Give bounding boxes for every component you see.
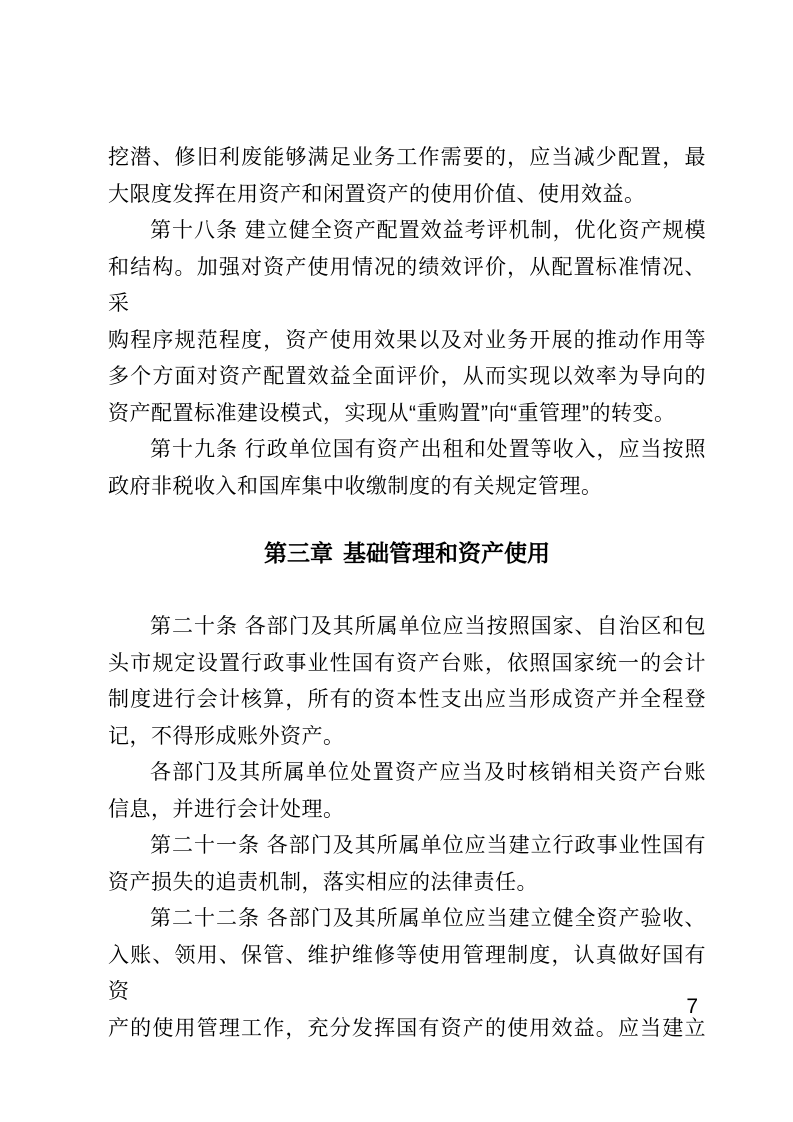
text-line: 第十八条 建立健全资产配置效益考评机制，优化资产规模 (150, 219, 706, 242)
text-line: 产的使用管理工作，充分发挥国有资产的使用效益。应当建立 (108, 1016, 706, 1040)
chapter-title: 基础管理和资产使用 (343, 540, 550, 566)
page-number: 7 (686, 995, 698, 1018)
page-content (108, 140, 706, 1047)
text-line: 信息，并进行会计处理。 (108, 797, 345, 821)
text-line: 第二十条 各部门及其所属单位应当按照国家、自治区和包 (150, 615, 706, 638)
chapter-heading (108, 535, 706, 572)
text-line: 资产配置标准建设模式，实现从“重购置”向“重管理”的转变。 (108, 401, 676, 425)
chapter-number: 第三章 (264, 540, 333, 566)
text-line: 挖潜、修旧利废能够满足业务工作需要的，应当减少配置，最 (108, 146, 706, 169)
text-line: 头市规定设置行政事业性国有资产台账，依照国家统一的会计 (108, 651, 706, 675)
text-line: 第二十二条 各部门及其所属单位应当建立健全资产验收、 (150, 907, 706, 930)
text-line: 入账、领用、保管、维护维修等使用管理制度，认真做好国有资 (108, 943, 706, 1003)
text-line: 购程序规范程度，资产使用效果以及对业务开展的推动作用等 (108, 328, 706, 352)
paragraph (108, 140, 706, 213)
paragraph (108, 432, 706, 505)
text-line: 政府非税收入和国库集中收缴制度的有关规定管理。 (108, 474, 603, 498)
paragraph (108, 609, 706, 755)
paragraph (108, 901, 706, 1047)
text-line: 资产损失的追责机制，落实相应的法律责任。 (108, 870, 538, 894)
text-line: 第二十一条 各部门及其所属单位应当建立行政事业性国有 (150, 834, 706, 857)
text-line: 记，不得形成账外资产。 (108, 724, 345, 748)
text-line: 第十九条 行政单位国有资产出租和处置等收入，应当按照 (150, 438, 706, 461)
text-line: 和结构。加强对资产使用情况的绩效评价，从配置标准情况、采 (108, 255, 706, 315)
text-line: 制度进行会计核算，所有的资本性支出应当形成资产并全程登 (108, 688, 706, 711)
paragraph (108, 828, 706, 901)
paragraph (108, 755, 706, 828)
paragraph (108, 213, 706, 432)
text-line: 大限度发挥在用资产和闲置资产的使用价值、使用效益。 (108, 182, 646, 206)
text-line: 多个方面对资产配置效益全面评价，从而实现以效率为导向的 (108, 365, 706, 388)
text-line: 各部门及其所属单位处置资产应当及时核销相关资产台账 (150, 761, 706, 784)
